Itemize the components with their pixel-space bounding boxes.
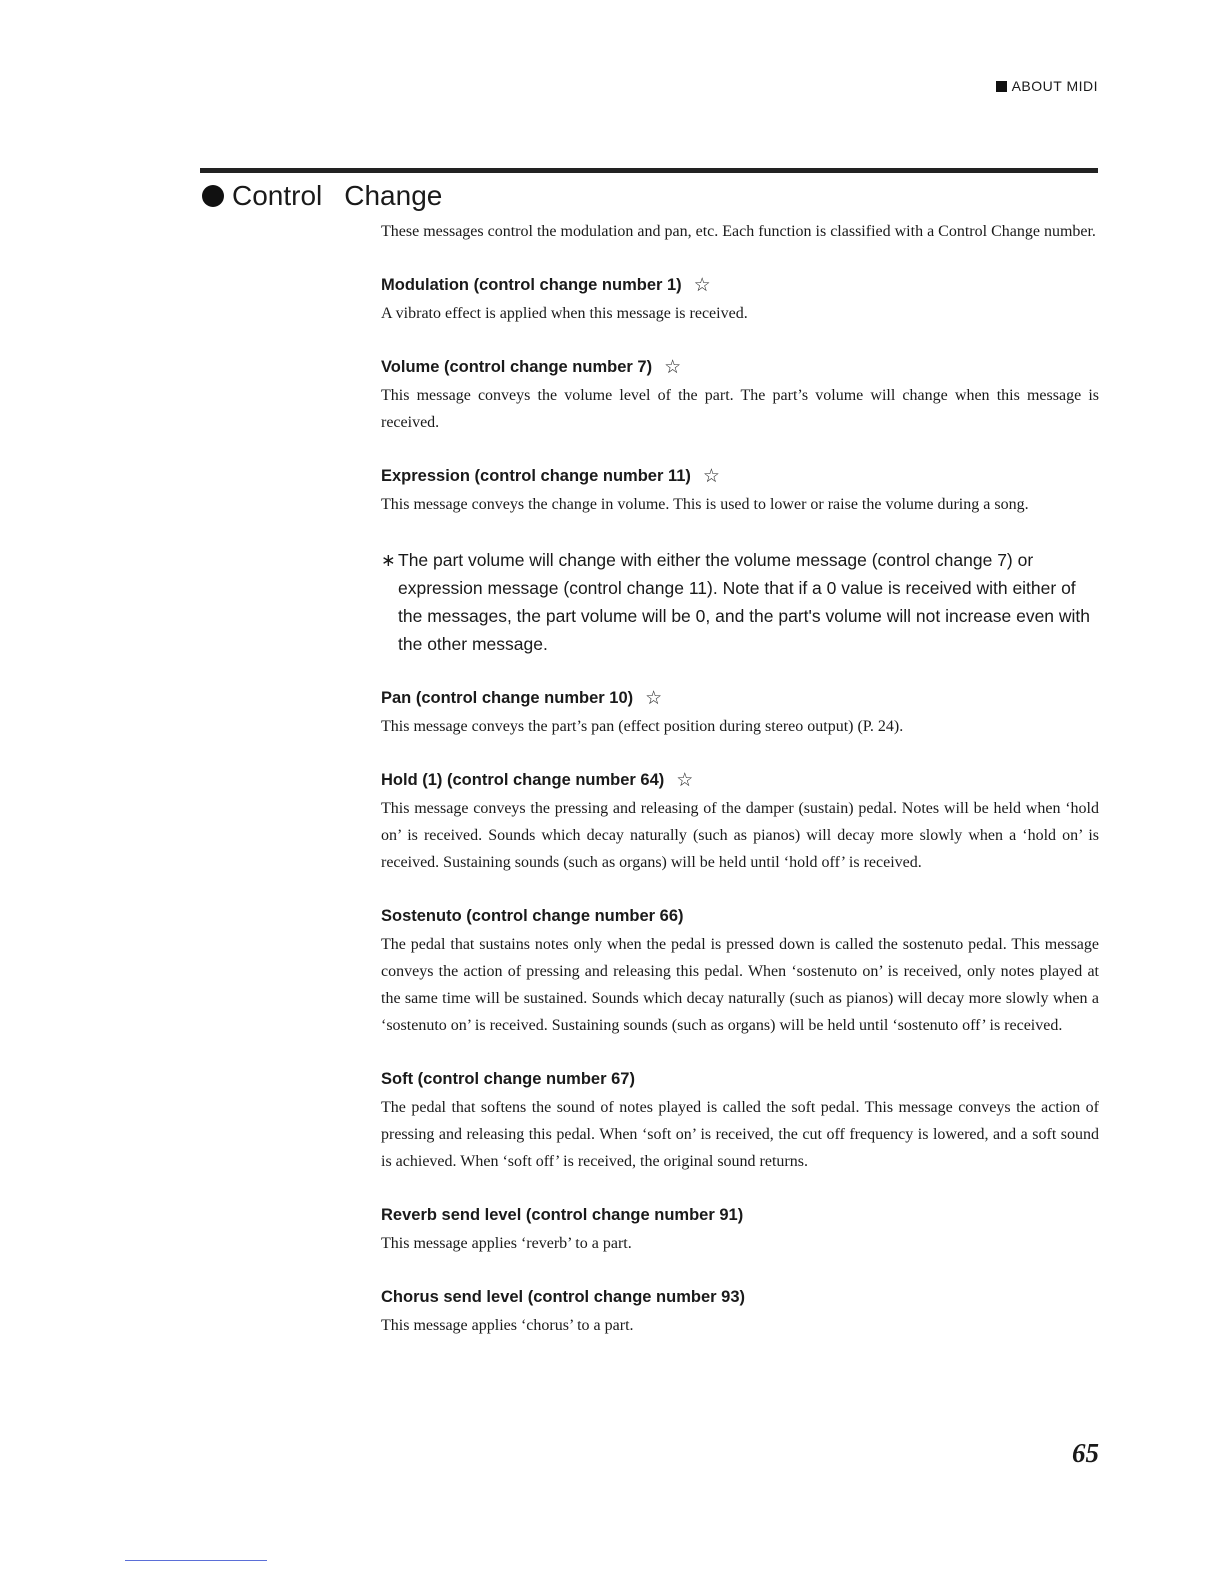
entry-body: This message applies ‘reverb’ to a part. xyxy=(381,1235,632,1252)
entry-title-text: Expression (control change number 11) xyxy=(381,467,691,485)
entry-modulation xyxy=(381,270,1099,327)
main-content xyxy=(381,218,1099,1339)
volume-note xyxy=(381,546,1099,658)
section-intro: These messages control the modulation and pan, etc. Each function is classified with a Control Change number. xyxy=(381,223,1096,240)
star-icon: ☆ xyxy=(676,769,694,791)
star-icon: ☆ xyxy=(664,356,682,378)
square-bullet-icon xyxy=(996,81,1007,92)
footer-rule xyxy=(125,1560,267,1561)
section-title-word2: Change xyxy=(344,180,443,211)
entry-title-text: Sostenuto (control change number 66) xyxy=(381,907,684,925)
section-divider xyxy=(200,168,1098,173)
running-header xyxy=(996,78,1098,94)
entry-title xyxy=(381,461,1099,491)
entry-title xyxy=(381,683,1099,713)
entry-chorus xyxy=(381,1282,1099,1339)
section-title-word1: Control xyxy=(232,180,323,211)
entry-title xyxy=(381,352,1099,382)
entry-title xyxy=(381,1200,1099,1230)
entry-title-text: Modulation (control change number 1) xyxy=(381,276,682,294)
star-icon: ☆ xyxy=(702,465,720,487)
entry-body: This message conveys the pressing and releasing of the damper (sustain) pedal. Notes will be held when ‘hold on’ is received. Sounds which decay naturally (such as pianos) will decay more slowly when a ‘hold on’ is received. Sustaining sounds (such as organs) will be held until ‘hold off’ is received. xyxy=(381,800,1099,871)
entry-title xyxy=(381,901,1099,931)
entry-title xyxy=(381,1064,1099,1094)
entry-body: A vibrato effect is applied when this message is received. xyxy=(381,305,748,322)
entry-title xyxy=(381,270,1099,300)
page-number: 65 xyxy=(1072,1438,1099,1468)
bullet-dot-icon xyxy=(202,185,224,207)
entry-title-text: Reverb send level (control change number 91) xyxy=(381,1206,744,1224)
entry-title-text: Volume (control change number 7) xyxy=(381,358,653,376)
entry-volume xyxy=(381,352,1099,436)
entry-title-text: Chorus send level (control change number 93) xyxy=(381,1288,745,1306)
entry-title xyxy=(381,1282,1099,1312)
entry-title xyxy=(381,765,1099,795)
entry-body: This message conveys the part’s pan (effect position during stereo output) (P. 24). xyxy=(381,718,904,735)
note-text: The part volume will change with either the volume message (control change 7) or expression message (control change 11). Note that if a 0 value is received with either of the messages, the part volume will be 0, and the part's volume will not increase even with the other message. xyxy=(398,550,1091,654)
entry-hold xyxy=(381,765,1099,876)
entry-title-text: Soft (control change number 67) xyxy=(381,1070,635,1088)
entry-title-text: Hold (1) (control change number 64) xyxy=(381,771,665,789)
entry-pan xyxy=(381,683,1099,740)
entry-body: This message applies ‘chorus’ to a part. xyxy=(381,1317,634,1334)
entry-title-text: Pan (control change number 10) xyxy=(381,689,634,707)
section-title xyxy=(202,180,442,212)
entry-body: This message conveys the change in volume. This is used to lower or raise the volume during a song. xyxy=(381,496,1029,513)
entry-soft xyxy=(381,1064,1099,1175)
entry-expression xyxy=(381,461,1099,518)
entry-body: This message conveys the volume level of the part. The part’s volume will change when this message is received. xyxy=(381,387,1099,431)
entry-sostenuto xyxy=(381,901,1099,1039)
entry-reverb xyxy=(381,1200,1099,1257)
entry-body: The pedal that softens the sound of notes played is called the soft pedal. This message conveys the action of pressing and releasing this pedal. When ‘soft on’ is received, the cut off frequency is lowered, and a soft sound is achieved. When ‘soft off’ is received, the original sound returns. xyxy=(381,1099,1099,1170)
running-header-label: ABOUT MIDI xyxy=(1011,78,1098,94)
star-icon: ☆ xyxy=(693,274,711,296)
entry-body: The pedal that sustains notes only when the pedal is pressed down is called the sostenuto pedal. This message conveys the action of pressing and releasing this pedal. When ‘sostenuto on’ is received, only notes played at the same time will be sustained. Sounds which decay naturally (such as pianos) will decay more slowly when a ‘sostenuto on’ is received. Sustaining sounds (such as organs) will be held until ‘sostenuto off’ is received. xyxy=(381,936,1099,1034)
star-icon: ☆ xyxy=(645,687,663,709)
asterisk-icon: ∗ xyxy=(381,550,396,570)
